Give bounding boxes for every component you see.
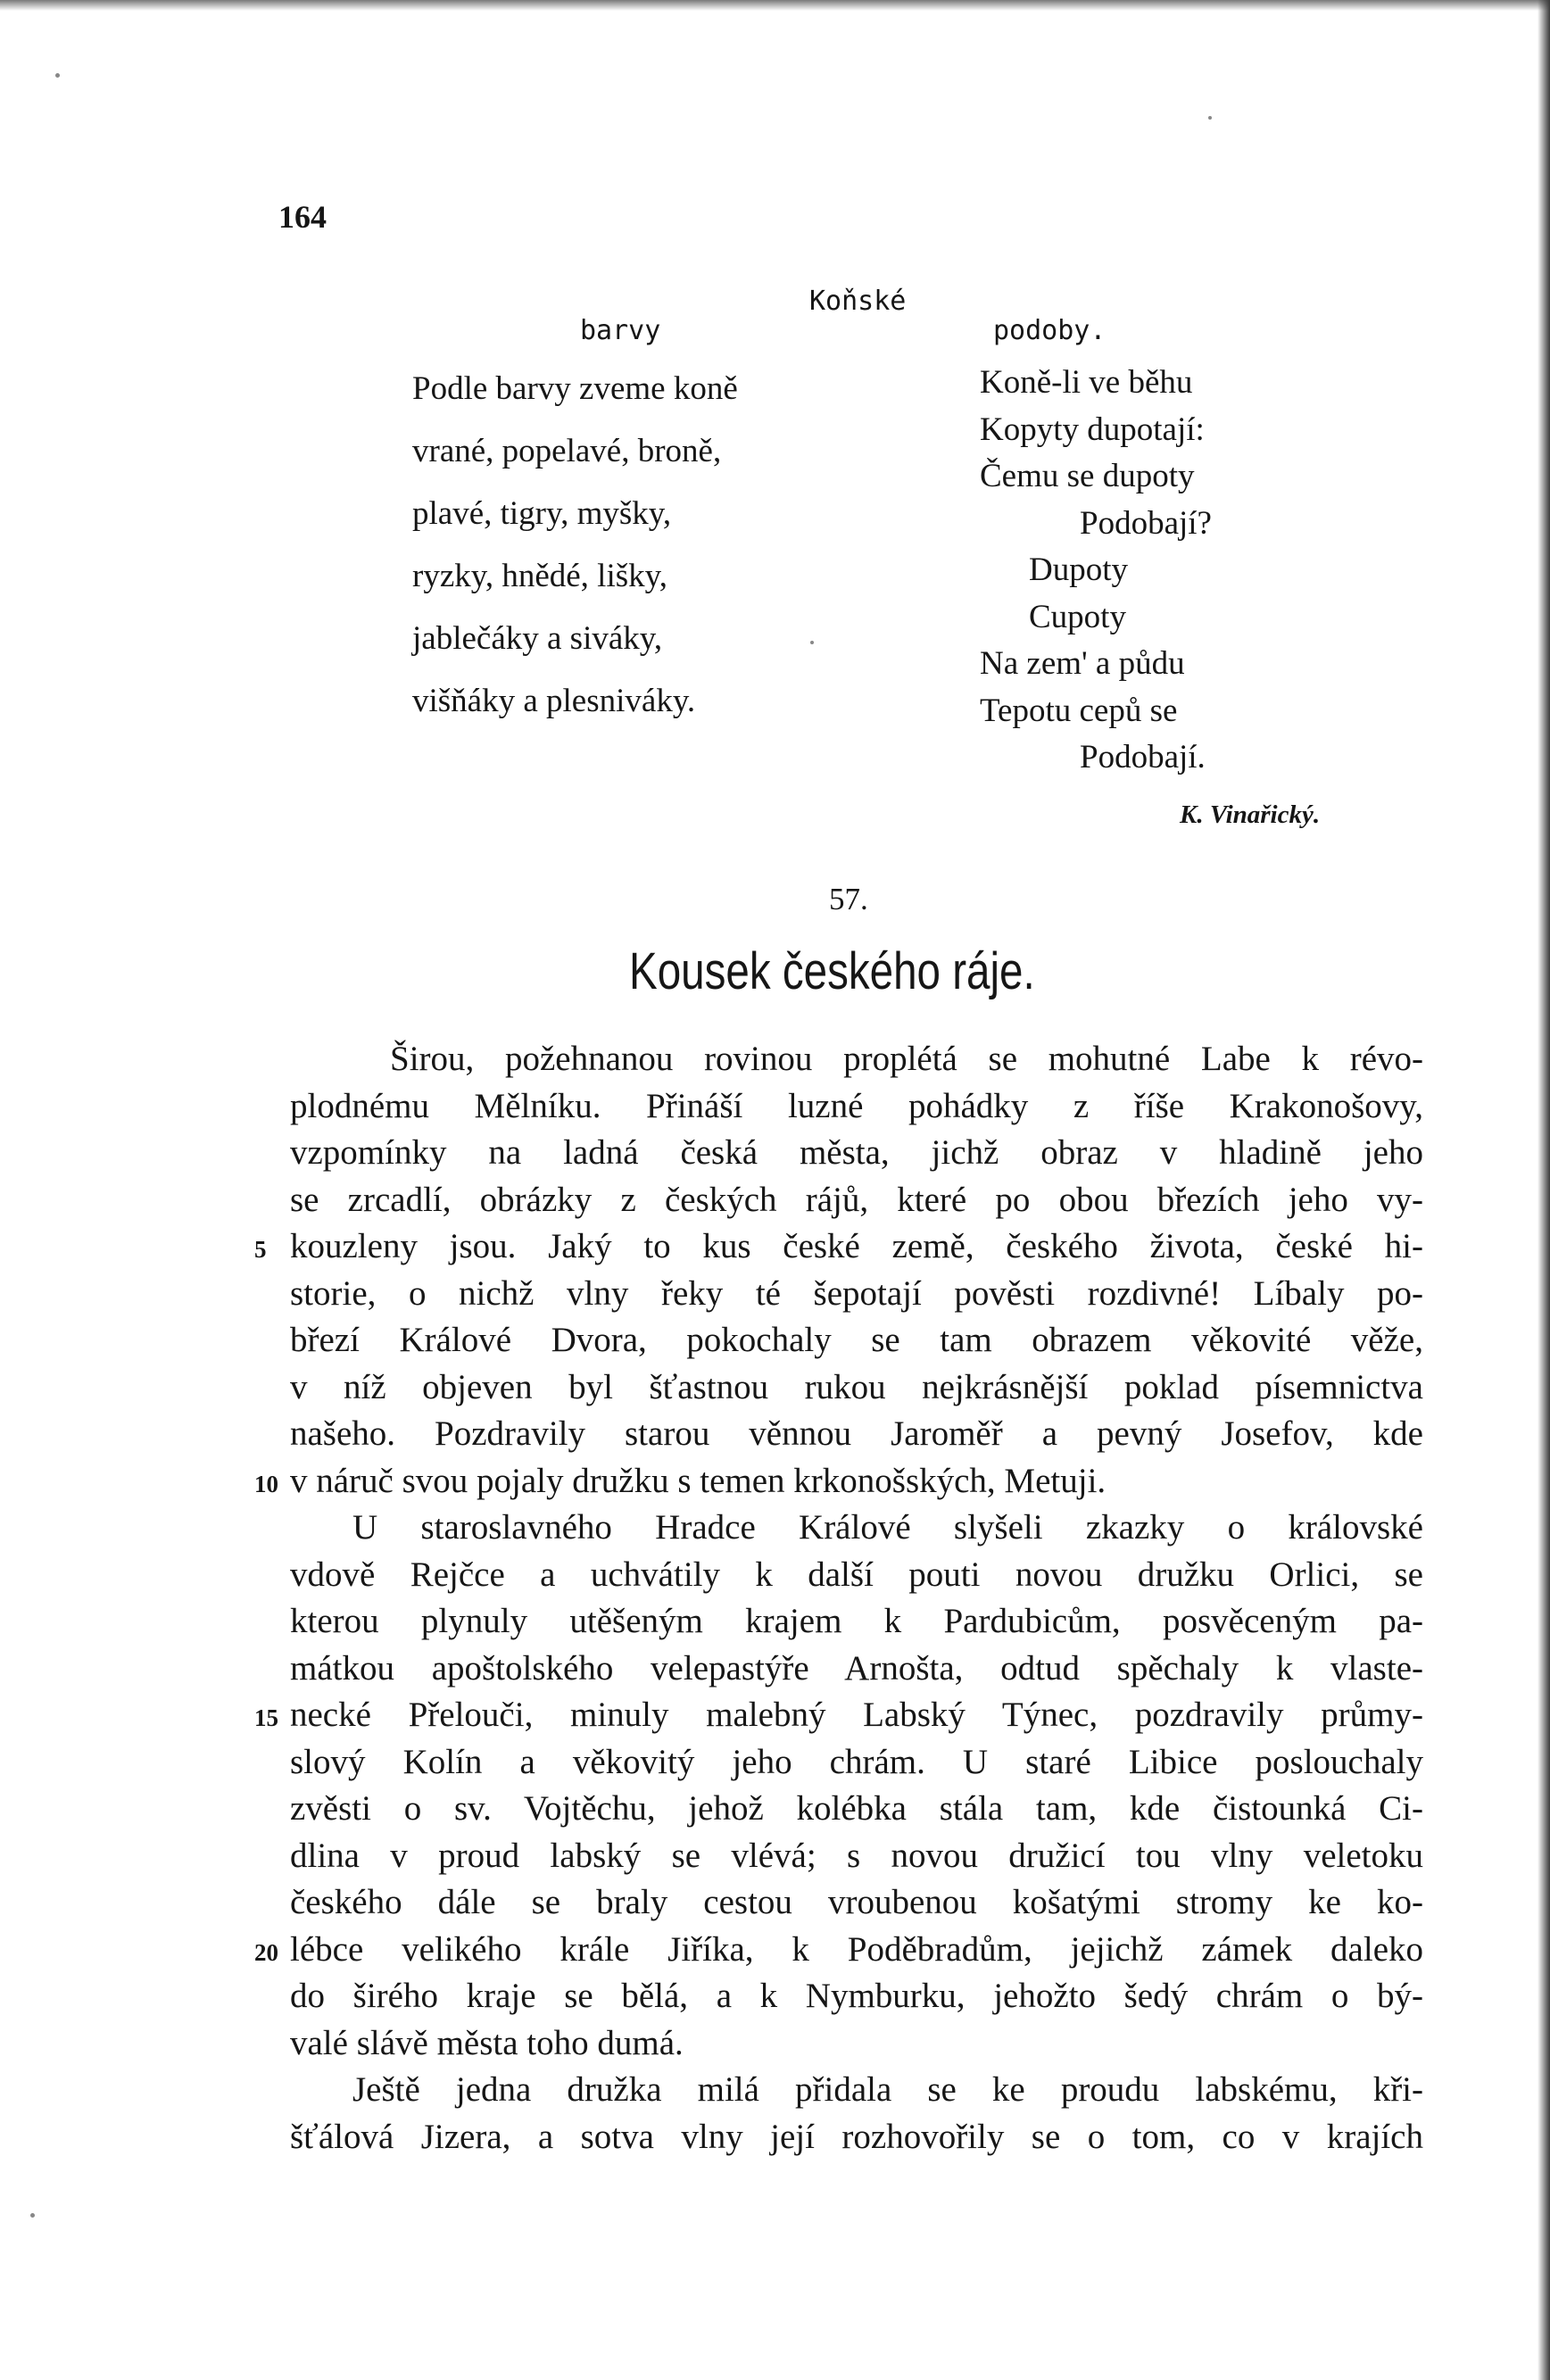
text-line: dlina v proud labský se vlévá; s novou družicí tou vlny veletoku bbox=[290, 1836, 1423, 1875]
text-line: se zrcadlí, obrázky z českých rájů, které po obou březích jeho vy- bbox=[290, 1180, 1423, 1219]
text-line: zvěsti o sv. Vojtěchu, jehož kolébka stála tam, kde čistounká Ci- bbox=[290, 1789, 1423, 1828]
text-line: kouzleny jsou. Jaký to kus české země, českého života, české hi- bbox=[290, 1227, 1423, 1265]
poem-line: Podobají? bbox=[1080, 504, 1212, 542]
text-line: českého dále se braly cestou vroubenou košatými stromy ke ko- bbox=[290, 1883, 1423, 1921]
text-line: mátkou apoštolského velepastýře Arnošta, odtud spěchaly k vlaste- bbox=[290, 1648, 1423, 1688]
right-poem-header: podoby. bbox=[993, 315, 1107, 346]
text-line: storie, o nichž vlny řeky té šepotají pověsti rozdivné! Líbaly po- bbox=[290, 1273, 1423, 1313]
poem-line: Podle barvy zveme koně bbox=[412, 370, 738, 407]
section-title: Kousek českého ráje. bbox=[629, 942, 1035, 1000]
left-poem-header: barvy bbox=[580, 315, 661, 346]
text-line: do širého kraje se bělá, a k Nymburku, jehožto šedý chrám o bý- bbox=[290, 1977, 1423, 2015]
text-line: březí Králové Dvora, pokochaly se tam obrazem věkovité věže, bbox=[290, 1321, 1423, 1359]
scan-speck bbox=[30, 2213, 35, 2218]
text-line: kterou plynuly utěšeným krajem k Pardubicům, posvěceným pa- bbox=[290, 1602, 1423, 1640]
line-number: 10 bbox=[254, 1471, 278, 1497]
text-line: v náruč svou pojaly družku s temen krkonošských, Metuji. bbox=[290, 1461, 1107, 1500]
poem-line: Podobají. bbox=[1080, 739, 1206, 775]
scan-speck bbox=[55, 73, 60, 78]
text-line: vdově Rejčce a uchvátily k další pouti novou družku Orlici, se bbox=[290, 1555, 1423, 1594]
poem-line: plavé, tigry, myšky, bbox=[412, 495, 672, 532]
text-line: Širou, požehnanou rovinou proplétá se mohutné Labe k révo- bbox=[390, 1040, 1423, 1078]
poem-line: Na zem' a půdu bbox=[980, 645, 1185, 682]
text-line: U staroslavného Hradce Králové slyšeli zkazky o královské bbox=[352, 1508, 1423, 1547]
text-line: lébce velikého krále Jiříka, k Poděbradům, jejichž zámek daleko bbox=[290, 1929, 1423, 1969]
text-line: našeho. Pozdravily starou věnnou Jaroměř a pevný Josefov, kde bbox=[290, 1414, 1423, 1453]
poem-line: jablečáky a siváky, bbox=[412, 620, 663, 657]
poem-line: Cupoty bbox=[1029, 598, 1126, 635]
poem-line: vrané, popelavé, broně, bbox=[412, 433, 722, 469]
poem-author: K. Vinařický. bbox=[1180, 800, 1321, 829]
left-poem-header-top: Koňské bbox=[809, 286, 907, 317]
text-line: necké Přelouči, minuly malebný Labský Týnec, pozdravily průmy- bbox=[290, 1696, 1423, 1734]
right-poem bbox=[980, 361, 1212, 784]
poem-line: Tepotu cepů se bbox=[980, 692, 1178, 729]
text-line: plodnému Mělníku. Přináší luzné pohádky z říše Krakonošovy, bbox=[290, 1086, 1423, 1125]
page-number: 164 bbox=[278, 199, 327, 235]
poem-line: Kopyty dupotají: bbox=[980, 410, 1205, 448]
section-number: 57. bbox=[829, 882, 868, 916]
line-number: 15 bbox=[254, 1704, 278, 1731]
text-line: valé slávě města toho dumá. bbox=[290, 2023, 684, 2062]
poem-line: višňáky a plesniváky. bbox=[412, 683, 696, 719]
line-number: 5 bbox=[254, 1236, 267, 1263]
poem-line: Dupoty bbox=[1029, 551, 1128, 588]
line-number: 20 bbox=[254, 1939, 278, 1966]
body-text bbox=[290, 1037, 1423, 2161]
text-line: v níž objeven byl šťastnou rukou nejkrásnější poklad písemnictva bbox=[290, 1367, 1423, 1406]
scan-edge-right bbox=[1538, 0, 1550, 2380]
scan-speck bbox=[810, 641, 814, 644]
text-line: vzpomínky na ladná česká města, jichž obraz v hladině jeho bbox=[290, 1133, 1423, 1172]
text-line: Ještě jedna družka milá přidala se ke proudu labskému, kři- bbox=[352, 2070, 1423, 2109]
text-line: slový Kolín a věkovitý jeho chrám. U staré Libice poslouchaly bbox=[290, 1742, 1423, 1781]
scan-edge-top bbox=[0, 0, 1550, 11]
poem-line: ryzky, hnědé, lišky, bbox=[412, 558, 667, 594]
scan-speck bbox=[1208, 116, 1212, 120]
left-poem bbox=[412, 369, 738, 743]
poem-line: Koně-li ve běhu bbox=[980, 364, 1193, 401]
poem-line: Čemu se dupoty bbox=[980, 458, 1195, 494]
text-line: šťálová Jizera, a sotva vlny její rozhovořily se o tom, co v krajích bbox=[290, 2117, 1423, 2156]
